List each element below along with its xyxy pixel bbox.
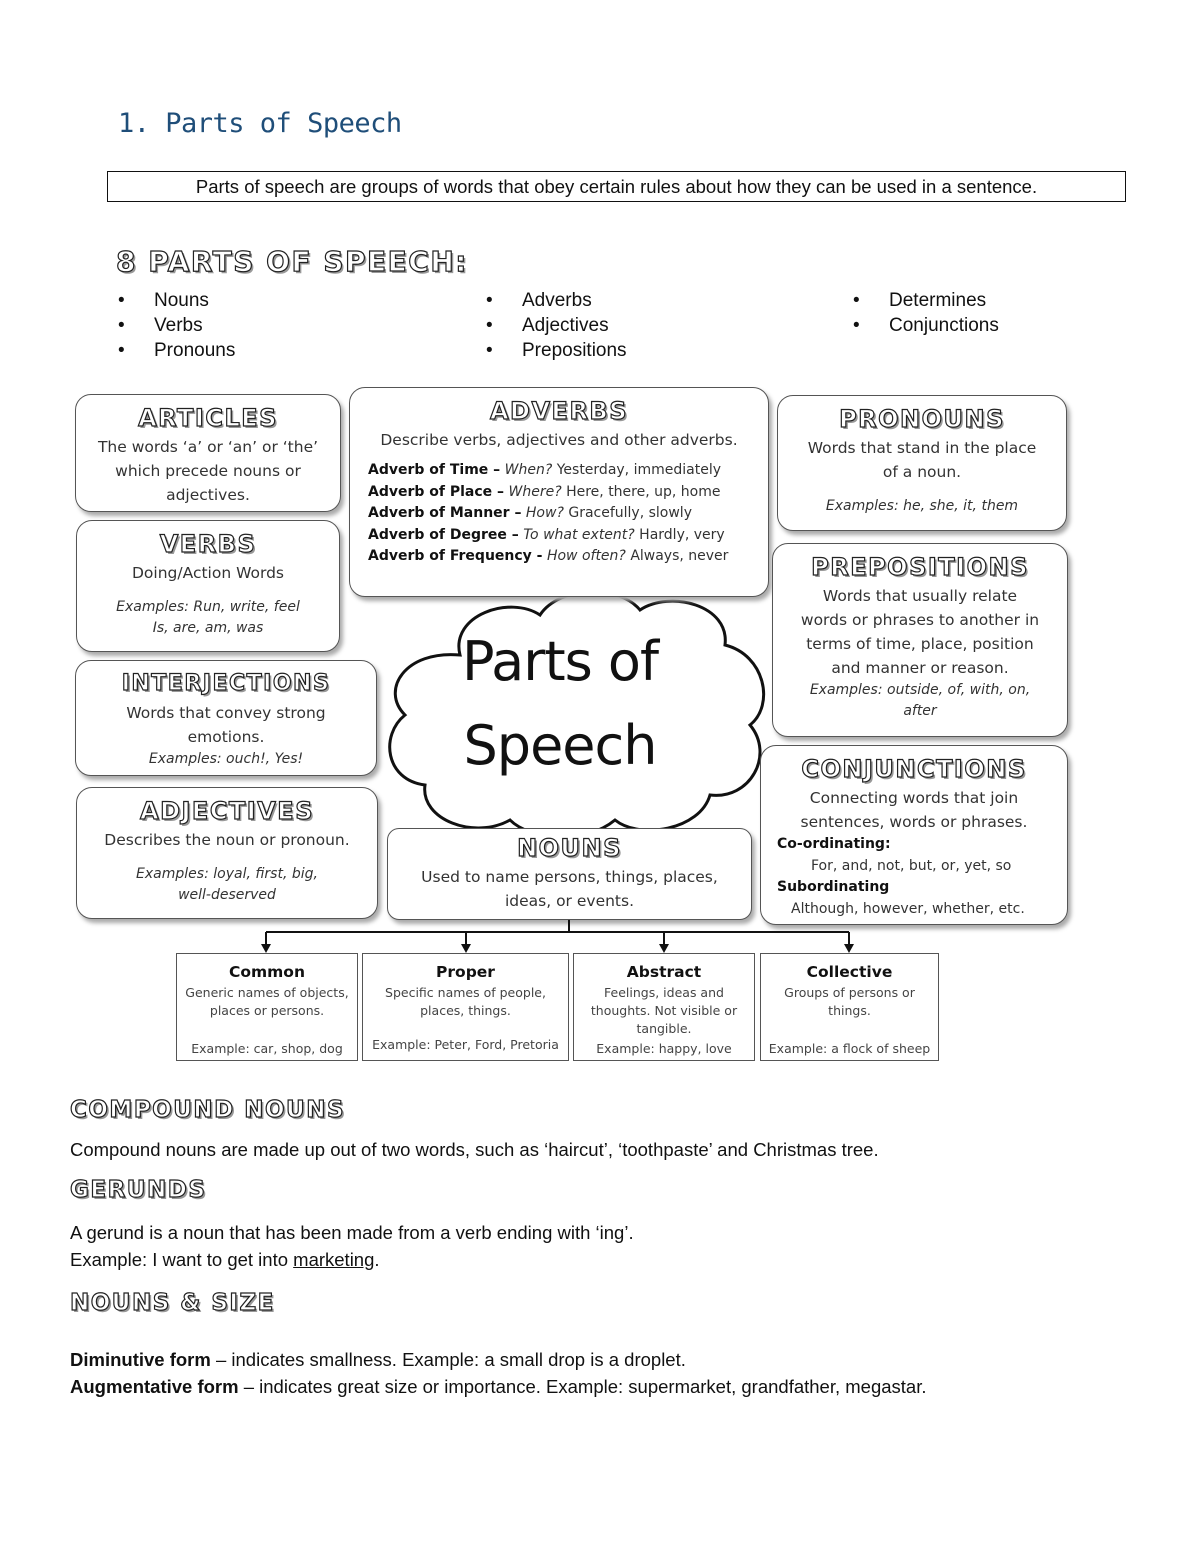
card-examples: Examples: ouch!, Yes! <box>148 751 304 767</box>
list-item: • Determines <box>853 288 999 313</box>
card-desc: Words that usually relate <box>822 587 1018 605</box>
coord-label: Co-ordinating: <box>777 836 891 852</box>
noun-type-example: Example: happy, love <box>596 1041 732 1056</box>
page-title: 1. Parts of Speech <box>118 108 402 139</box>
card-examples: Examples: he, she, it, them <box>825 498 1019 514</box>
card-title: NOUNS <box>517 834 622 862</box>
list-item: • Pronouns <box>118 338 235 363</box>
noun-type-desc: Specific names of people, places, things. <box>385 985 546 1018</box>
noun-type-name: Abstract <box>626 963 702 981</box>
noun-type-name: Common <box>228 963 305 981</box>
card-desc: words or phrases to another in <box>800 611 1040 629</box>
noun-type-name: Collective <box>806 963 893 981</box>
sub-label: Subordinating <box>777 879 890 895</box>
center-title-line: Parts of <box>462 630 658 693</box>
center-title-line: Speech <box>463 714 657 777</box>
noun-type-name: Proper <box>436 963 495 981</box>
card-nouns <box>387 828 752 920</box>
card-desc: The words ‘a’ or ‘an’ or ‘the’ <box>97 438 319 456</box>
noun-type-example: Example: Peter, Ford, Pretoria <box>372 1037 559 1052</box>
card-examples: well-deserved <box>178 887 276 903</box>
card-adjectives <box>76 787 378 919</box>
coord-list: For, and, not, but, or, yet, so <box>811 857 1012 874</box>
card-desc: which precede nouns or <box>115 462 301 480</box>
noun-type-desc: Generic names of objects, places or persons. <box>185 985 349 1018</box>
list-item: • Verbs <box>118 313 235 338</box>
card-title: ARTICLES <box>138 404 278 432</box>
gerunds-example: Example: I want to get into marketing. <box>70 1249 380 1270</box>
card-title: VERBS <box>159 530 257 558</box>
card-desc: Describes the noun or pronoun. <box>104 831 350 849</box>
card-desc: Doing/Action Words <box>132 564 284 582</box>
card-title: CONJUNCTIONS <box>801 755 1027 783</box>
card-title: ADVERBS <box>489 397 629 425</box>
noun-type-common <box>176 953 358 1061</box>
card-desc: Words that stand in the place <box>807 439 1037 457</box>
parts-list-col2 <box>486 288 627 363</box>
card-desc: ideas, or events. <box>504 892 635 910</box>
center-title <box>400 620 720 788</box>
adverb-row: Adverb of Time – When? Yesterday, immediately <box>368 462 721 478</box>
card-interjections <box>75 660 377 776</box>
diminutive-line: Diminutive form – indicates smallness. Example: a small drop is a droplet. <box>70 1349 686 1370</box>
list-item: • Adverbs <box>486 288 627 313</box>
parts-list-col1 <box>118 288 235 363</box>
card-desc: Used to name persons, things, places, <box>421 868 718 886</box>
card-desc: sentences, words or phrases. <box>800 813 1028 831</box>
card-adverbs <box>349 387 769 597</box>
card-desc: terms of time, place, position <box>806 635 1034 653</box>
card-title: INTERJECTIONS <box>121 671 331 696</box>
card-verbs <box>76 520 340 652</box>
gerunds-heading: GERUNDS <box>70 1177 207 1203</box>
gerunds-text: A gerund is a noun that has been made from a verb ending with ‘ing’. <box>70 1222 634 1243</box>
card-desc: adjectives. <box>166 486 250 504</box>
card-examples: Examples: outside, of, with, on, <box>809 682 1031 698</box>
card-title: PREPOSITIONS <box>811 553 1029 581</box>
augmentative-line: Augmentative form – indicates great size or importance. Example: supermarket, grandfather, megastar. <box>70 1376 927 1397</box>
adverb-row: Adverb of Degree – To what extent? Hardly, very <box>368 526 725 543</box>
card-desc: of a noun. <box>882 463 962 481</box>
card-desc: emotions. <box>187 728 265 746</box>
compound-heading: COMPOUND NOUNS <box>70 1097 346 1123</box>
card-desc: and manner or reason. <box>831 659 1009 677</box>
card-desc: Words that convey strong <box>126 704 326 722</box>
list-item: • Prepositions <box>486 338 627 363</box>
adverb-row: Adverb of Place – Where? Here, there, up, home <box>368 483 721 500</box>
card-articles <box>75 394 341 512</box>
size-heading: NOUNS & SIZE <box>70 1290 275 1316</box>
card-examples: Examples: Run, write, feel <box>116 599 300 615</box>
noun-type-desc: Feelings, ideas and thoughts. Not visible or tangible. <box>590 985 738 1036</box>
noun-type-proper <box>362 953 569 1061</box>
card-examples: after <box>903 703 937 719</box>
parts-list-col3 <box>853 288 999 338</box>
card-title: PRONOUNS <box>839 405 1005 433</box>
card-title: ADJECTIVES <box>140 797 314 825</box>
card-pronouns <box>777 395 1067 531</box>
noun-type-collective <box>760 953 939 1061</box>
compound-text: Compound nouns are made up out of two words, such as ‘haircut’, ‘toothpaste’ and Christmas tree. <box>70 1139 879 1160</box>
eight-parts-heading: 8 PARTS OF SPEECH: <box>116 245 468 278</box>
noun-type-abstract <box>573 953 755 1061</box>
noun-type-example: Example: a flock of sheep <box>768 1041 931 1056</box>
noun-type-example: Example: car, shop, dog <box>191 1041 343 1056</box>
noun-type-desc: Groups of persons or things. <box>784 985 915 1018</box>
card-prepositions <box>772 543 1068 737</box>
definition-box: Parts of speech are groups of words that obey certain rules about how they can be used in a sentence. <box>107 171 1126 202</box>
list-item: • Nouns <box>118 288 235 313</box>
card-desc: Connecting words that join <box>809 789 1019 807</box>
card-desc: Describe verbs, adjectives and other adverbs. <box>380 431 738 449</box>
sub-list: Although, however, whether, etc. <box>791 900 1025 917</box>
card-examples: Examples: loyal, first, big, <box>136 866 318 882</box>
adverb-row: Adverb of Frequency - How often? Always, never <box>368 548 729 564</box>
list-item: • Adjectives <box>486 313 627 338</box>
card-conjunctions <box>760 745 1068 925</box>
list-item: • Conjunctions <box>853 313 999 338</box>
adverb-row: Adverb of Manner – How? Gracefully, slowly <box>368 505 692 521</box>
card-examples: Is, are, am, was <box>152 620 264 636</box>
